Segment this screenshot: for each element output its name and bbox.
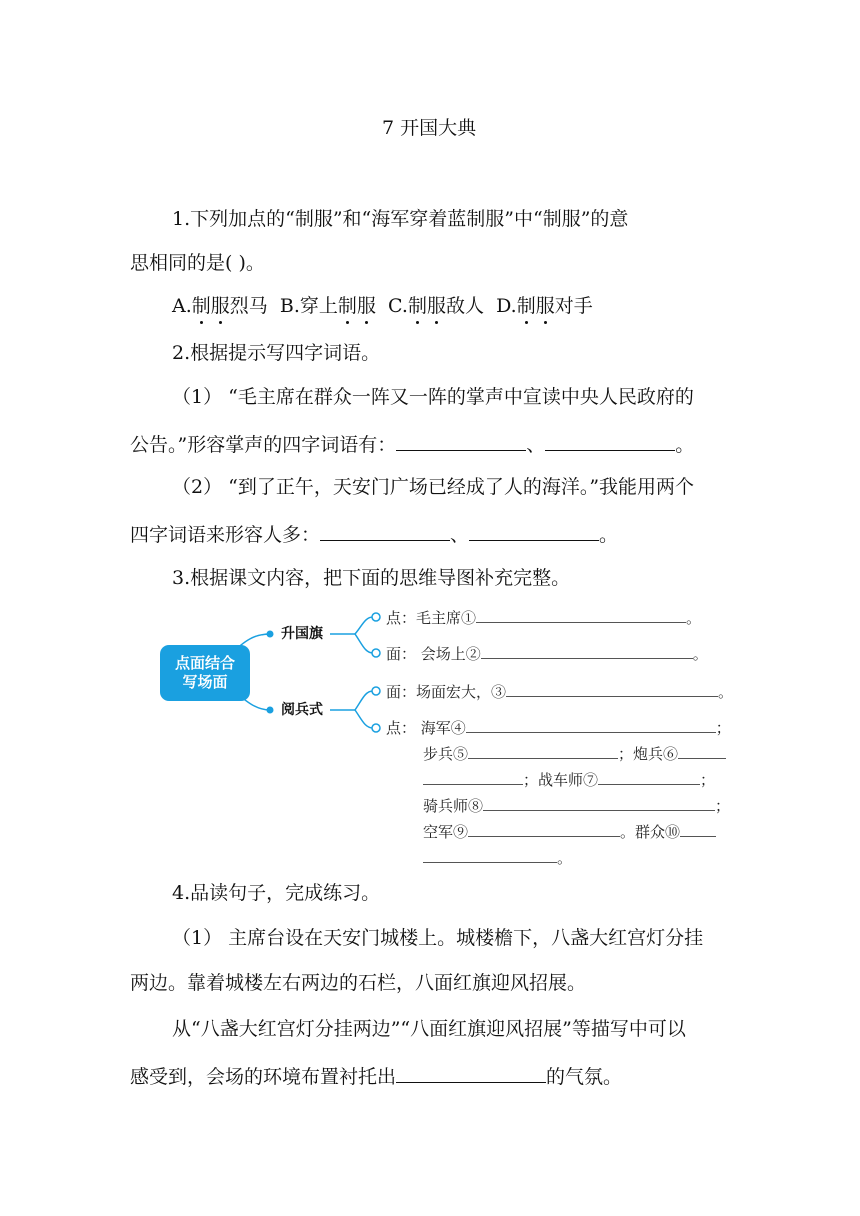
q2-p2-line2: 四字词语来形容人多： 、 。 (130, 520, 618, 547)
answer-blank[interactable] (680, 821, 716, 837)
node-circle (372, 649, 380, 657)
q4-p1-line1: （1） 主席台设在天安门城楼上。城楼檐下，八盏大红宫灯分挂 (172, 927, 704, 949)
answer-blank[interactable] (396, 1062, 546, 1083)
node-dot (267, 631, 274, 638)
q4-heading: 4.品读句子，完成练习。 (172, 882, 381, 904)
node-circle (372, 613, 380, 621)
connector (355, 617, 373, 634)
leaf-cavalry: 骑兵师⑧ ； (423, 797, 731, 815)
q2-p2-line1: （2） “到了正午，天安门广场已经成了人的海洋。”我能用两个 (172, 476, 695, 498)
branch-parade: 阅兵式 (281, 702, 323, 718)
answer-blank[interactable] (468, 743, 618, 759)
mindmap-root: 点面结合 写场面 (160, 645, 250, 701)
branch-raise-flag: 升国旗 (281, 626, 323, 642)
q2-p1-line2: 公告。”形容掌声的四字词语有： 、 。 (130, 430, 694, 457)
answer-blank[interactable] (598, 769, 700, 785)
leaf-infantry: 步兵⑤ ；炮兵⑥ (423, 743, 726, 764)
option-a[interactable]: A.制服烈马 (172, 295, 268, 317)
leaf-parade-point: 点： 海军④ ； (386, 719, 731, 737)
leaf-flag-face: 面： 会场上② 。 (386, 645, 708, 663)
answer-blank[interactable] (468, 821, 620, 837)
node-circle (372, 724, 380, 732)
q1-line1: 1.下列加点的“制服”和“海军穿着蓝制服”中“制服”的意 (172, 208, 629, 230)
leaf-parade-face: 面：场面宏大，③ 。 (386, 683, 734, 701)
connector (355, 710, 373, 728)
answer-blank[interactable] (678, 743, 726, 759)
answer-blank[interactable] (466, 717, 716, 733)
q4-answer-line1: 从“八盏大红宫灯分挂两边”“八面红旗迎风招展”等描写中可以 (172, 1018, 686, 1040)
leaf-airforce: 空军⑨ 。群众⑩ (423, 821, 716, 842)
q2-p1-line1: （1） “毛主席在群众一阵又一阵的掌声中宣读中央人民政府的 (172, 386, 694, 408)
leaf-crowd-cont: 。 (423, 847, 572, 868)
answer-blank[interactable] (423, 769, 523, 785)
option-d[interactable]: D.制服对手 (496, 295, 593, 317)
q4-p1-line2: 两边。靠着城楼左右两边的石栏，八面红旗迎风招展。 (130, 972, 587, 994)
option-b[interactable]: B.穿上制服 (279, 295, 376, 317)
connector (355, 691, 373, 710)
connector (355, 634, 373, 653)
node-dot (267, 707, 274, 714)
leaf-flag-point: 点：毛主席① 。 (386, 609, 702, 627)
q3-heading: 3.根据课文内容，把下面的思维导图补充完整。 (172, 567, 571, 589)
answer-blank[interactable] (506, 681, 718, 697)
answer-blank[interactable] (483, 795, 715, 811)
answer-blank[interactable] (476, 607, 686, 623)
option-c[interactable]: C.制服敌人 (388, 295, 484, 317)
answer-blank[interactable] (481, 643, 693, 659)
answer-blank[interactable] (423, 847, 557, 863)
page-title: 7 开国大典 (382, 117, 477, 139)
node-circle (372, 687, 380, 695)
q4-answer-line2: 感受到，会场的环境布置衬托出 的气氛。 (130, 1062, 622, 1089)
q1-line2: 思相同的是( )。 (130, 252, 265, 274)
leaf-chariot: ；战车师⑦ ； (423, 769, 715, 790)
q2-heading: 2.根据提示写四字词语。 (172, 342, 381, 364)
